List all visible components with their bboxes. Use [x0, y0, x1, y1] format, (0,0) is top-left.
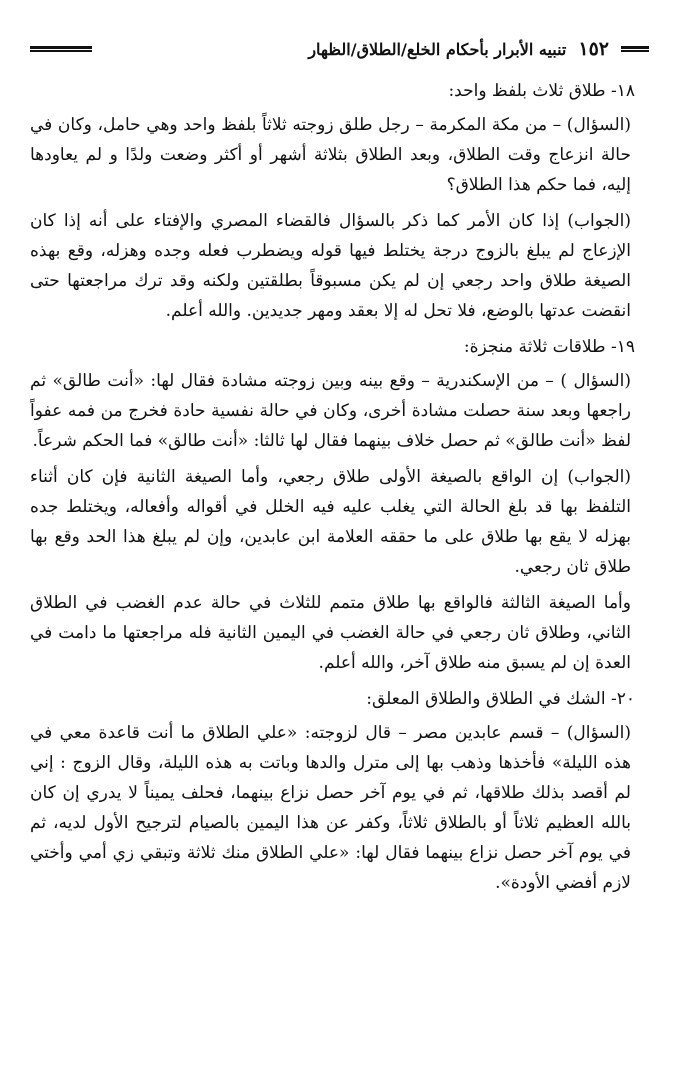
- section-heading-19: ١٩- طلاقات ثلاثة منجزة:: [463, 337, 635, 357]
- header-rule-left: [30, 46, 92, 52]
- running-title: تنبيه الأبرار بأحكام الخلع/الطلاق/الظهار: [308, 39, 567, 59]
- answer-paragraph-18: (الجواب) إذا كان الأمر كما ذكر بالسؤال فالقضاء المصري والإفتاء على أنه إذا كان الإزعاج لم يبلغ بالزوج درجة يختلط فيها قوله ويضطرب فعله وجده وهزله، وقع بهذه الصيغة طلاق واحد رجعي إن لم يكن مسبوقاً بطلقتين ولكنه وقد ترك مراجعتها حتى انقضت عدتها بالوضع، فلا تحل له إلا بعقد ومهر جديدين. والله أعلم.: [30, 211, 631, 321]
- question-paragraph-19: (السؤال ) – من الإسكندرية – وقع بينه وبين زوجته مشادة فقال لها: «أنت طالق» ثم راجعها وبعد سنة حصلت مشادة أخرى، وكان في حالة نفسية حادة فخرج من فمه عفواً لفظ «أنت طالق» ثم حصل خلاف بينهما فقال لها ثالثا: «أنت طالق» فما الحكم شرعاً.: [30, 371, 631, 451]
- answer-continued-paragraph-19: وأما الصيغة الثالثة فالواقع بها طلاق متمم للثلاث في حالة عدم الغضب في الطلاق الثاني، وطلاق ثان رجعي في حالة الغضب في اليمين الثانية فله مراجعتها ما دامت في العدة إن لم يسبق منه طلاق آخر، والله أعلم.: [30, 593, 631, 673]
- header-rule-right: [621, 46, 649, 52]
- question-paragraph-18: (السؤال) – من مكة المكرمة – رجل طلق زوجته ثلاثاً بلفظ واحد وهي حامل، وكان في حالة انزعاج وقت الطلاق، وبعد الطلاق بثلاثة أشهر أو أكثر وضعت ولدًا و لم يعاودها إليه، فما حكم هذا الطلاق؟: [30, 115, 631, 195]
- question-paragraph-20: (السؤال) – قسم عابدين مصر – قال لزوجته: «علي الطلاق ما أنت قاعدة معي في هذه الليلة» فأخذها وذهب بها إلى مترل والدها وباتت به هذه الليلة، وقال الزوج : إني لم أقصد بذلك طلاقها، ثم في يوم آخر حصل نزاع بينهما، فحلف يميناً لا يدري إن كان بالله العظيم ثلاثاً أو بالطلاق ثلاثاً، وكفر عن هذا اليمين بالصيام لترجيح الأول لديه، ثم في يوم آخر حصل نزاع بينهما فقال لها: «علي الطلاق منك ثلاثة وتبقي زي أمي وأختي لازم أفضي الأودة».: [30, 723, 631, 893]
- page-number: ١٥٢: [578, 38, 609, 60]
- page-header: [30, 34, 649, 64]
- section-heading-18: ١٨- طلاق ثلاث بلفظ واحد:: [448, 81, 635, 101]
- page-body: [30, 76, 649, 898]
- answer-paragraph-19: (الجواب) إن الواقع بالصيغة الأولى طلاق رجعي، وأما الصيغة الثانية فإن كان أثناء التلفظ بها قد بلغ الحالة التي يغلب عليه فيه الخلل في أقواله وأفعاله، ويختلط جده بهزله لا يقع بها طلاق على ما حققه العلامة ابن عابدين، وإن لم يبلغ هذا الحد وقع بها طلاق ثان رجعي.: [30, 467, 631, 577]
- section-heading-20: ٢٠- الشك في الطلاق والطلاق المعلق:: [366, 689, 635, 709]
